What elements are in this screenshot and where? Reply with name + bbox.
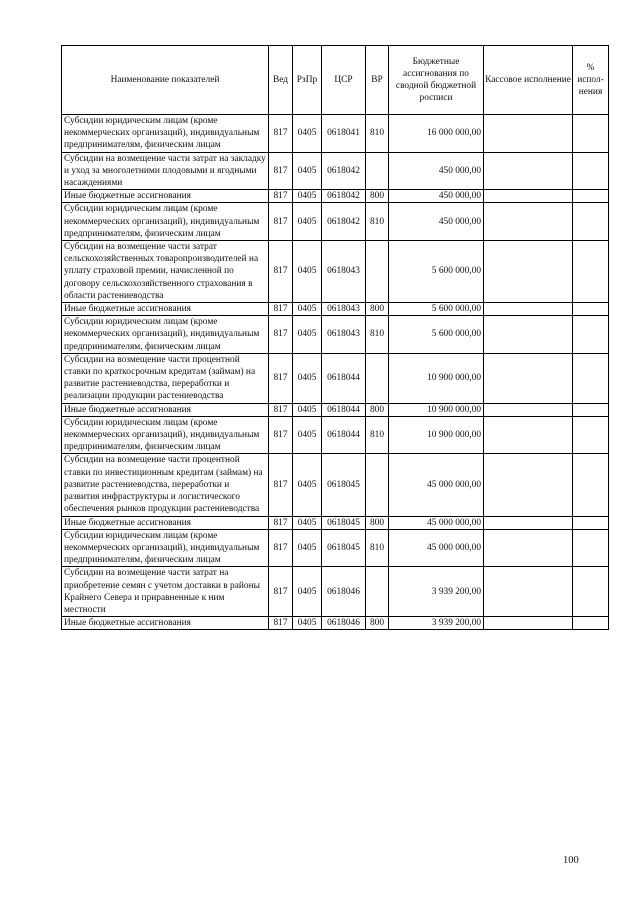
header-percent: % испол-нения [573,46,609,115]
cell-ved: 817 [269,454,293,516]
cell-rzpr: 0405 [293,203,322,241]
cell-vr: 810 [366,416,389,454]
cell-vr: 800 [366,190,389,203]
table-body [62,115,609,630]
cell-cash [484,203,573,241]
table-row [62,203,609,241]
cell-cash [484,353,573,403]
cell-rzpr: 0405 [293,303,322,316]
cell-name: Субсидии на возмещение части затрат на приобретение семян с учетом доставки в районы Крайнего Севера и приравненные к ним местности [62,567,269,617]
cell-budget: 10 900 000,00 [389,416,484,454]
cell-ved: 817 [269,115,293,153]
cell-vr: 800 [366,303,389,316]
cell-rzpr: 0405 [293,529,322,567]
cell-cash [484,516,573,529]
cell-budget: 45 000 000,00 [389,516,484,529]
header-ved: Вед [269,46,293,115]
cell-vr: 810 [366,203,389,241]
table-row [62,303,609,316]
cell-csr: 0618046 [322,567,366,617]
header-name: Наименование показателей [62,46,269,115]
document-page [61,45,608,630]
cell-budget: 45 000 000,00 [389,529,484,567]
cell-vr: 810 [366,115,389,153]
cell-name: Субсидии на возмещение части процентной ставки по инвестиционным кредитам (займам) на развитие растениеводства, переработки и развития инфраструктуры и логистического обеспечения рынков продукции растениеводства [62,454,269,516]
header-rzpr: РзПр [293,46,322,115]
cell-csr: 0618045 [322,516,366,529]
cell-cash [484,152,573,190]
header-vr: ВР [366,46,389,115]
cell-cash [484,241,573,303]
cell-rzpr: 0405 [293,416,322,454]
table-row [62,416,609,454]
cell-vr [366,241,389,303]
cell-name: Субсидии юридическим лицам (кроме некоммерческих организаций), индивидуальным предпринимателям, физическим лицам [62,203,269,241]
cell-csr: 0618042 [322,152,366,190]
cell-percent [573,403,609,416]
header-csr: ЦСР [322,46,366,115]
cell-ved: 817 [269,416,293,454]
cell-csr: 0618046 [322,617,366,630]
table-row [62,516,609,529]
table-row [62,152,609,190]
table-row [62,454,609,516]
cell-percent [573,416,609,454]
header-cash: Кассовое исполнение [484,46,573,115]
cell-name: Субсидии юридическим лицам (кроме некоммерческих организаций), индивидуальным предпринимателям, физическим лицам [62,115,269,153]
table-row [62,529,609,567]
cell-cash [484,115,573,153]
cell-rzpr: 0405 [293,190,322,203]
cell-rzpr: 0405 [293,516,322,529]
cell-csr: 0618043 [322,303,366,316]
page-number: 100 [563,855,579,866]
cell-cash [484,567,573,617]
table-row [62,403,609,416]
cell-budget: 10 900 000,00 [389,403,484,416]
cell-percent [573,529,609,567]
cell-budget: 5 600 000,00 [389,303,484,316]
cell-budget: 450 000,00 [389,152,484,190]
cell-vr: 800 [366,403,389,416]
cell-vr [366,454,389,516]
cell-ved: 817 [269,303,293,316]
cell-rzpr: 0405 [293,403,322,416]
cell-percent [573,303,609,316]
cell-percent [573,152,609,190]
cell-csr: 0618043 [322,241,366,303]
table-row [62,353,609,403]
cell-name: Иные бюджетные ассигнования [62,516,269,529]
table-header-row [62,46,609,115]
cell-ved: 817 [269,353,293,403]
cell-percent [573,190,609,203]
cell-name: Субсидии юридическим лицам (кроме некоммерческих организаций), индивидуальным предпринимателям, физическим лицам [62,316,269,354]
budget-table [61,45,609,630]
cell-cash [484,190,573,203]
cell-percent [573,617,609,630]
cell-rzpr: 0405 [293,567,322,617]
cell-csr: 0618042 [322,190,366,203]
cell-ved: 817 [269,190,293,203]
cell-ved: 817 [269,617,293,630]
cell-ved: 817 [269,203,293,241]
cell-name: Субсидии на возмещение части затрат на закладку и уход за многолетними плодовыми и ягодными насаждениями [62,152,269,190]
cell-name: Субсидии юридическим лицам (кроме некоммерческих организаций), индивидуальным предпринимателям, физическим лицам [62,416,269,454]
cell-cash [484,529,573,567]
cell-budget: 5 600 000,00 [389,241,484,303]
cell-csr: 0618043 [322,316,366,354]
cell-ved: 817 [269,152,293,190]
header-budget: Бюджетные ассигнования по сводной бюджетной росписи [389,46,484,115]
table-row [62,617,609,630]
table-row [62,190,609,203]
cell-budget: 3 939 200,00 [389,567,484,617]
cell-budget: 5 600 000,00 [389,316,484,354]
cell-name: Иные бюджетные ассигнования [62,617,269,630]
cell-percent [573,115,609,153]
cell-budget: 16 000 000,00 [389,115,484,153]
cell-name: Субсидии юридическим лицам (кроме некоммерческих организаций), индивидуальным предпринимателям, физическим лицам [62,529,269,567]
cell-percent [573,516,609,529]
cell-budget: 3 939 200,00 [389,617,484,630]
cell-vr [366,152,389,190]
cell-name: Иные бюджетные ассигнования [62,190,269,203]
cell-csr: 0618044 [322,353,366,403]
cell-rzpr: 0405 [293,316,322,354]
cell-ved: 817 [269,403,293,416]
cell-name: Иные бюджетные ассигнования [62,403,269,416]
cell-vr: 800 [366,617,389,630]
cell-name: Субсидии на возмещение части затрат сельскохозяйственных товаропроизводителей на уплату страховой премии, начисленной по договору сельскохозяйственного страхования в области растениеводства [62,241,269,303]
cell-csr: 0618042 [322,203,366,241]
cell-vr [366,353,389,403]
cell-cash [484,303,573,316]
cell-cash [484,416,573,454]
table-row [62,316,609,354]
cell-csr: 0618045 [322,454,366,516]
cell-percent [573,567,609,617]
cell-budget: 45 000 000,00 [389,454,484,516]
table-row [62,567,609,617]
cell-rzpr: 0405 [293,115,322,153]
cell-rzpr: 0405 [293,152,322,190]
cell-name: Субсидии на возмещение части процентной ставки по краткосрочным кредитам (займам) на развитие растениеводства, переработки и реализации продукции растениеводства [62,353,269,403]
table-row [62,115,609,153]
cell-budget: 10 900 000,00 [389,353,484,403]
cell-vr [366,567,389,617]
cell-vr: 810 [366,316,389,354]
cell-cash [484,454,573,516]
cell-csr: 0618041 [322,115,366,153]
cell-ved: 817 [269,241,293,303]
cell-csr: 0618045 [322,529,366,567]
cell-percent [573,203,609,241]
cell-csr: 0618044 [322,403,366,416]
cell-cash [484,316,573,354]
cell-ved: 817 [269,567,293,617]
cell-rzpr: 0405 [293,454,322,516]
cell-percent [573,454,609,516]
cell-percent [573,353,609,403]
cell-rzpr: 0405 [293,353,322,403]
table-row [62,241,609,303]
cell-rzpr: 0405 [293,241,322,303]
cell-cash [484,617,573,630]
cell-vr: 800 [366,516,389,529]
cell-ved: 817 [269,316,293,354]
cell-rzpr: 0405 [293,617,322,630]
cell-name: Иные бюджетные ассигнования [62,303,269,316]
cell-vr: 810 [366,529,389,567]
cell-percent [573,241,609,303]
cell-budget: 450 000,00 [389,190,484,203]
cell-csr: 0618044 [322,416,366,454]
cell-cash [484,403,573,416]
cell-ved: 817 [269,529,293,567]
cell-percent [573,316,609,354]
cell-ved: 817 [269,516,293,529]
cell-budget: 450 000,00 [389,203,484,241]
